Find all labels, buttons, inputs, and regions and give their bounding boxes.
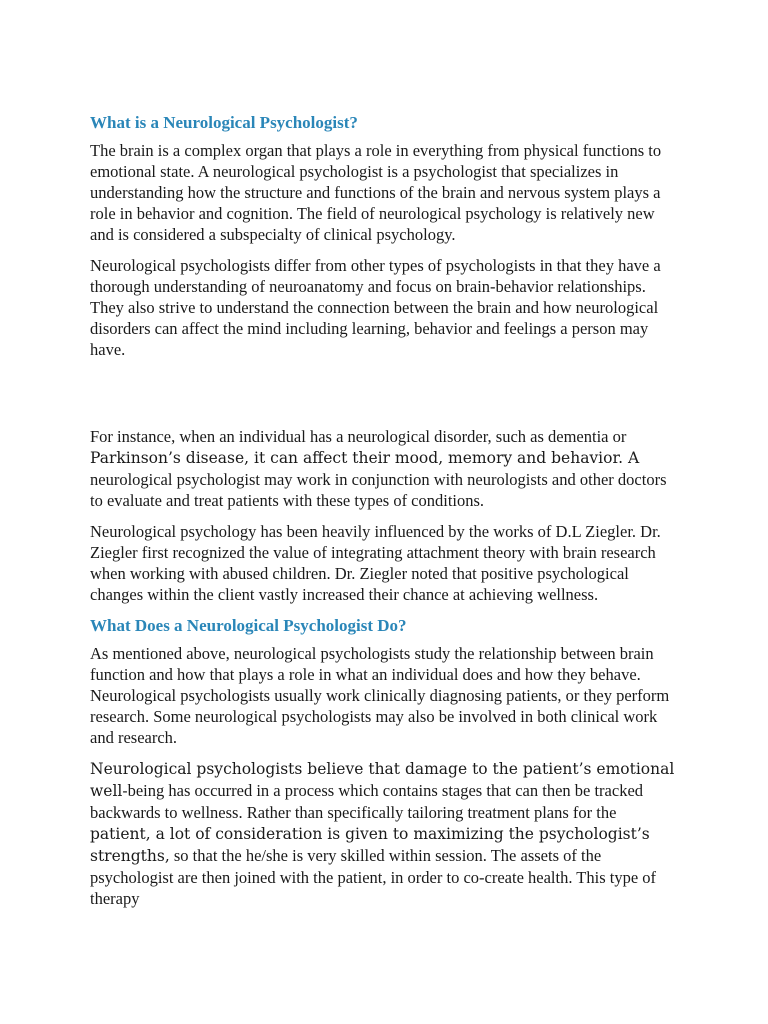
document-page [90, 112, 680, 919]
paragraph-instance [90, 426, 680, 511]
section-heading-what-is: What is a Neurological Psychologist? [90, 113, 358, 132]
instance-text-b: Parkinson’s disease, it can affect their mood, memory and behavior. A [90, 449, 640, 467]
instance-text-c: neurological psychologist may work in conjunction with neurologists and other doctors to evaluate and treat patients with these types of conditions. [90, 470, 667, 510]
section-heading-what-does: What Does a Neurological Psychologist Do? [90, 616, 407, 635]
paragraph-ziegler: Neurological psychology has been heavily influenced by the works of D.L Ziegler. Dr. Ziegler first recognized the value of integrating attachment theory with brain research when working with abused children. Dr. Ziegler noted that positive psychological changes within the client vastly increased their chance at achieving wellness. [90, 522, 661, 604]
paragraph-damage [90, 758, 680, 909]
damage-text-c: patient, a lot of consideration is given to maximizing the psychologist’s strengths, [90, 825, 650, 865]
damage-text-d: so that the he/she is very skilled within session. The assets of the psychologist are then joined with the patient, in order to co-create health. This type of therapy [90, 846, 657, 908]
paragraph-intro: The brain is a complex organ that plays a role in everything from physical functions to emotional state. A neurological psychologist is a psychologist that specializes in understanding how the structure and functions of the brain and nervous system plays a role in behavior and cognition. The field of neurological psychology is relatively new and is considered a subspecialty of clinical psychology. [90, 141, 662, 244]
damage-text-b: being has occurred in a process which contains stages that can then be tracked backwards to wellness. Rather than specifically tailoring treatment plans for the [90, 781, 644, 822]
damage-text-a: Neurological psychologists believe that damage to the patient’s emotional well- [90, 760, 675, 800]
instance-text-a: For instance, when an individual has a neurological disorder, such as dementia or [90, 427, 627, 446]
paragraph-study: As mentioned above, neurological psychologists study the relationship between brain function and how that plays a role in what an individual does and how they behave. Neurological psychologists usually work clinically diagnosing patients, or they perform research. Some neurological psychologists may also be involved in both clinical work and research. [90, 644, 670, 747]
paragraph-differences: Neurological psychologists differ from other types of psychologists in that they have a thorough understanding of neuroanatomy and focus on brain-behavior relationships. They also strive to understand the connection between the brain and how neurological disorders can affect the mind including learning, behavior and feelings a person may have. [90, 256, 661, 359]
paragraph-gap [90, 370, 680, 426]
